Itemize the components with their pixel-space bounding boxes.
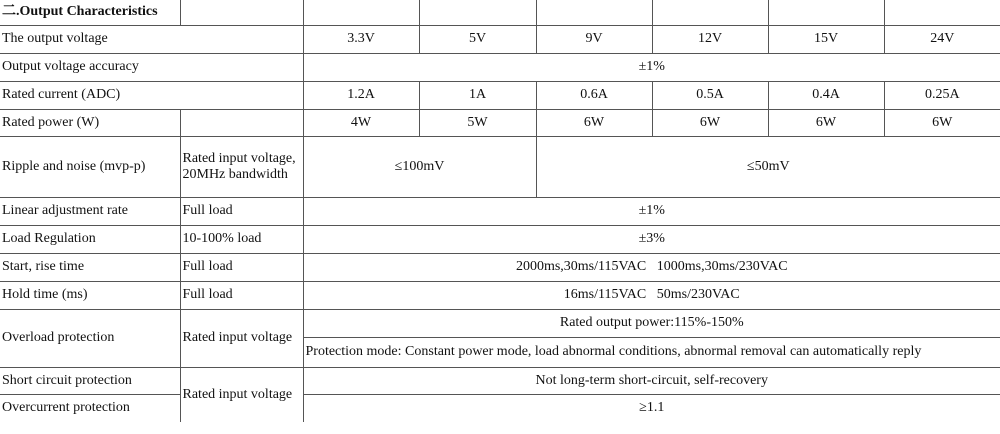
current-cell: 0.5A — [652, 81, 768, 109]
linear-value: ±1% — [303, 197, 1000, 225]
row-label-hold-time: Hold time (ms) — [0, 281, 180, 309]
row-label-ripple: Ripple and noise (mvp-p) — [0, 136, 180, 197]
row-label-load-regulation: Load Regulation — [0, 225, 180, 253]
rise-time-value: 2000ms,30ms/115VAC 1000ms,30ms/230VAC — [303, 253, 1000, 281]
ripple-condition: Rated input voltage, 20MHz bandwidth — [180, 136, 303, 197]
short-circuit-value: Not long-term short-circuit, self-recovery — [303, 367, 1000, 394]
empty-cell — [884, 0, 1000, 25]
current-cell: 0.6A — [536, 81, 652, 109]
table-row — [0, 136, 1000, 197]
current-cell: 1.2A — [303, 81, 419, 109]
row-label-linear: Linear adjustment rate — [0, 197, 180, 225]
table-row — [0, 394, 1000, 422]
row-label-overload: Overload protection — [0, 309, 180, 367]
table-row — [0, 225, 1000, 253]
empty-cell — [180, 109, 303, 136]
voltage-cell: 15V — [768, 25, 884, 53]
current-cell: 0.25A — [884, 81, 1000, 109]
voltage-cell: 9V — [536, 25, 652, 53]
load-regulation-condition: 10-100% load — [180, 225, 303, 253]
row-label-short-circuit: Short circuit protection — [0, 367, 180, 394]
overload-value-1: Rated output power:115%-150% — [303, 309, 1000, 337]
row-label-accuracy: Output voltage accuracy — [0, 53, 303, 81]
row-label-output-voltage: The output voltage — [0, 25, 303, 53]
table-row — [0, 197, 1000, 225]
empty-cell — [652, 0, 768, 25]
linear-condition: Full load — [180, 197, 303, 225]
empty-cell — [768, 0, 884, 25]
power-cell: 6W — [652, 109, 768, 136]
short-circuit-condition: Rated input voltage — [180, 367, 303, 422]
power-cell: 5W — [419, 109, 536, 136]
table-row — [0, 309, 1000, 337]
table-row — [0, 25, 1000, 53]
empty-cell — [303, 0, 419, 25]
row-label-overcurrent: Overcurrent protection — [0, 394, 180, 422]
table-row — [0, 281, 1000, 309]
table-row — [0, 53, 1000, 81]
hold-time-value: 16ms/115VAC 50ms/230VAC — [303, 281, 1000, 309]
section-title: 二.Output Characteristics — [0, 0, 180, 25]
table-row — [0, 0, 1000, 25]
ripple-value-low: ≤100mV — [303, 136, 536, 197]
empty-cell — [180, 0, 303, 25]
row-label-rated-current: Rated current (ADC) — [0, 81, 303, 109]
load-regulation-value: ±3% — [303, 225, 1000, 253]
power-cell: 4W — [303, 109, 419, 136]
empty-cell — [536, 0, 652, 25]
hold-time-condition: Full load — [180, 281, 303, 309]
power-cell: 6W — [536, 109, 652, 136]
table-row — [0, 367, 1000, 394]
voltage-cell: 24V — [884, 25, 1000, 53]
empty-cell — [419, 0, 536, 25]
voltage-cell: 12V — [652, 25, 768, 53]
power-cell: 6W — [768, 109, 884, 136]
ripple-value-high: ≤50mV — [536, 136, 1000, 197]
current-cell: 0.4A — [768, 81, 884, 109]
row-label-rise-time: Start, rise time — [0, 253, 180, 281]
table-row — [0, 81, 1000, 109]
accuracy-value: ±1% — [303, 53, 1000, 81]
voltage-cell: 5V — [419, 25, 536, 53]
table-row — [0, 253, 1000, 281]
power-cell: 6W — [884, 109, 1000, 136]
table-row — [0, 109, 1000, 136]
voltage-cell: 3.3V — [303, 25, 419, 53]
rise-time-condition: Full load — [180, 253, 303, 281]
overload-value-2: Protection mode: Constant power mode, load abnormal conditions, abnormal removal can automatically reply — [303, 337, 1000, 367]
row-label-rated-power: Rated power (W) — [0, 109, 180, 136]
overcurrent-value: ≥1.1 — [303, 394, 1000, 422]
overload-condition: Rated input voltage — [180, 309, 303, 367]
current-cell: 1A — [419, 81, 536, 109]
